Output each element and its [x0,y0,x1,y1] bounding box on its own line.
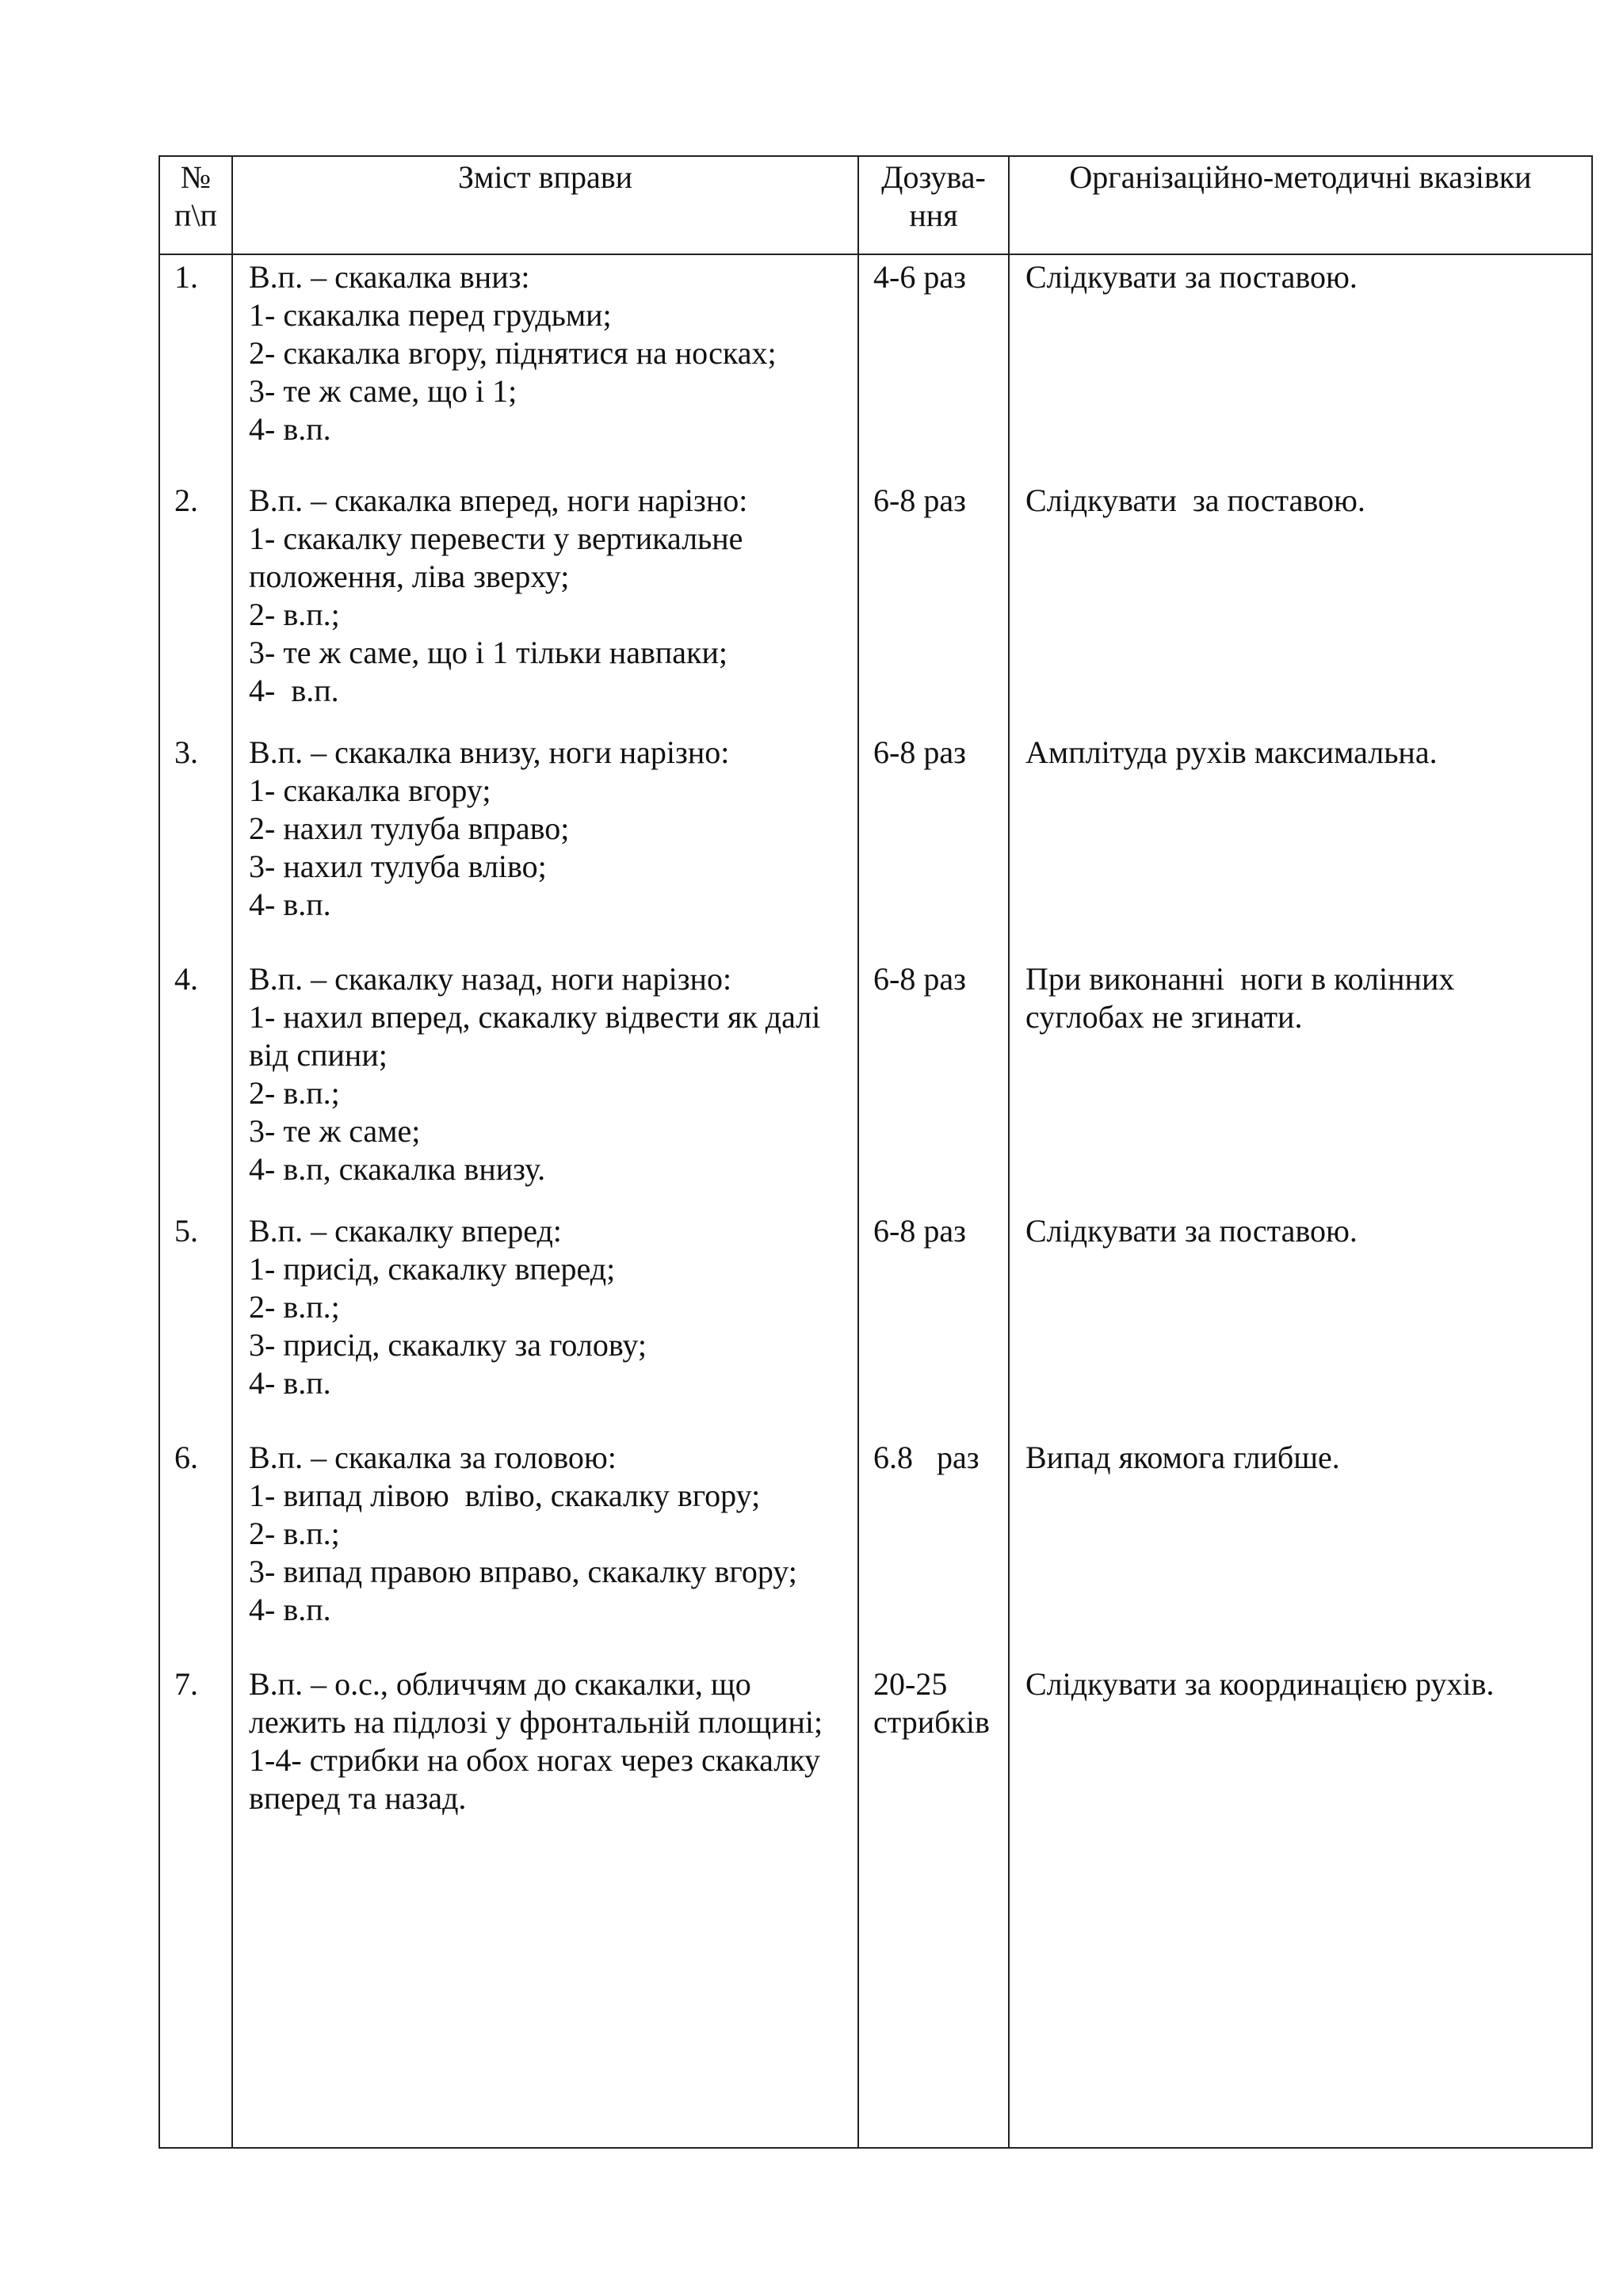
exercise-note-line: При виконанні ноги в колінних [1025,961,1455,997]
exercise-content [249,1439,848,1629]
exercise-note-line: Слідкувати за поставою. [1025,259,1358,295]
exercise-content-line: 3- випад правою вправо, скакалку вгору; [249,1554,797,1589]
exercise-content-line: 3- те ж саме; [249,1113,421,1149]
exercise-content-line: 3- присід, скакалку за голову; [249,1327,647,1363]
content-column [232,254,858,2148]
content-column-content [249,255,848,2146]
exercise-note [1025,960,1583,1036]
exercise-content-line: 4- в.п. [249,1365,331,1401]
exercise-content-line: вперед та назад. [249,1780,467,1816]
number-column [159,254,232,2148]
exercise-content [249,258,848,448]
exercise-content-line: 1- скакалку перевести у вертикальне [249,521,743,556]
exercise-dosage [873,258,966,296]
exercise-content-line: 2- нахил тулуба вправо; [249,810,570,846]
exercise-table [158,155,1593,2149]
exercise-content-line: В.п. – скакалку вперед: [249,1213,562,1249]
exercise-note-line: Слідкувати за поставою. [1025,482,1365,518]
exercise-content-line: положення, ліва зверху; [249,559,570,594]
exercise-dosage [873,1212,966,1250]
exercise-dosage-line: 4-6 раз [873,259,966,295]
exercise-content-line: В.п. – скакалка внизу, ноги нарізно: [249,734,730,770]
exercise-content-line: В.п. – скакалка вниз: [249,259,530,295]
exercise-dosage [873,1439,980,1477]
notes-column [1009,254,1592,2148]
header-content [232,156,858,254]
exercise-content-line: 2- в.п.; [249,1516,340,1551]
exercise-note [1025,258,1583,296]
exercise-dosage-line: 20-25 [873,1666,948,1702]
exercise-note [1025,734,1583,772]
exercise-dosage-line: стрибків [873,1704,990,1740]
exercise-content-line: 2- скакалка вгору, піднятися на носках; [249,335,777,371]
header-number [159,156,232,254]
exercise-note [1025,1212,1583,1250]
notes-column-content [1025,255,1583,2146]
header-notes-label: Організаційно-методичні вказівки [1069,159,1532,195]
exercise-dosage [873,734,966,772]
exercise-note [1025,482,1583,520]
exercise-content [249,734,848,924]
exercise-dosage-line: 6-8 раз [873,734,966,770]
exercise-content [249,960,848,1188]
exercise-content-line: 3- нахил тулуба вліво; [249,849,547,884]
table-header-row [159,156,1592,254]
exercise-note-line: Слідкувати за поставою. [1025,1213,1358,1249]
exercise-content-line: 1- нахил вперед, скакалку відвести як далі [249,999,821,1035]
exercise-dosage-line: 6.8 раз [873,1440,980,1475]
header-number-line: п\п [174,197,217,233]
exercise-content-line: 1- скакалка вгору; [249,772,491,808]
exercise-dosage-line: 6-8 раз [873,482,966,518]
exercise-content-line: 3- те ж саме, що і 1 тільки навпаки; [249,635,727,670]
table-body-row [159,254,1592,2148]
exercise-content-line: 4- в.п. [249,1592,331,1627]
exercise-content-line: 1- скакалка перед грудьми; [249,297,612,333]
exercise-content-line: 1- присід, скакалку вперед; [249,1251,616,1287]
exercise-note [1025,1439,1583,1477]
dosage-column [858,254,1009,2148]
exercise-content-line: лежить на підлозі у фронтальній площині; [249,1704,823,1740]
exercise-note-line: Випад якомога глибше. [1025,1440,1340,1475]
header-dosage-line: Дозува- [881,159,986,195]
exercise-content-line: від спини; [249,1037,388,1073]
header-notes [1009,156,1592,254]
exercise-dosage-line: 6-8 раз [873,961,966,997]
number-column-content [174,255,228,2146]
exercise-content [249,1665,848,1817]
exercise-dosage [873,482,966,520]
exercise-note-line: Амплітуда рухів максимальна. [1025,734,1438,770]
exercise-content-line: 4- в.п, скакалка внизу. [249,1151,546,1187]
exercise-number: 7. [174,1666,198,1702]
exercise-content-line: 1-4- стрибки на обох ногах через скакалку [249,1742,821,1778]
exercise-number: 3. [174,734,198,770]
exercise-note [1025,1665,1583,1703]
exercise-content-line: В.п. – скакалка за головою: [249,1440,617,1475]
header-dosage [858,156,1009,254]
exercise-content-line: 4- в.п. [249,673,339,708]
exercise-content [249,482,848,710]
exercise-content [249,1212,848,1402]
header-content-label: Зміст вправи [457,159,633,195]
exercise-content-line: 2- в.п.; [249,1075,340,1111]
exercise-content-line: 3- те ж саме, що і 1; [249,373,517,409]
exercise-content-line: 4- в.п. [249,887,331,922]
exercise-content-line: 1- випад лівою вліво, скакалку вгору; [249,1478,761,1513]
header-number-line: № [180,159,212,195]
exercise-number: 5. [174,1213,198,1249]
header-dosage-line: ння [909,197,958,233]
exercise-note-line: суглобах не згинати. [1025,999,1303,1035]
exercise-content-line: 2- в.п.; [249,597,340,632]
exercise-dosage [873,960,966,998]
exercise-content-line: В.п. – о.с., обличчям до скакалки, що [249,1666,751,1702]
exercise-content-line: 4- в.п. [249,411,331,447]
exercise-number: 6. [174,1440,198,1475]
exercise-number: 1. [174,259,198,295]
exercise-content-line: 2- в.п.; [249,1289,340,1325]
exercise-number: 2. [174,482,198,518]
dosage-column-content [873,255,1005,2146]
exercise-content-line: В.п. – скакалку назад, ноги нарізно: [249,961,732,997]
exercise-note-line: Слідкувати за координацією рухів. [1025,1666,1495,1702]
exercise-dosage [873,1665,990,1741]
exercise-dosage-line: 6-8 раз [873,1213,966,1249]
exercise-number: 4. [174,961,198,997]
exercise-content-line: В.п. – скакалка вперед, ноги нарізно: [249,482,748,518]
